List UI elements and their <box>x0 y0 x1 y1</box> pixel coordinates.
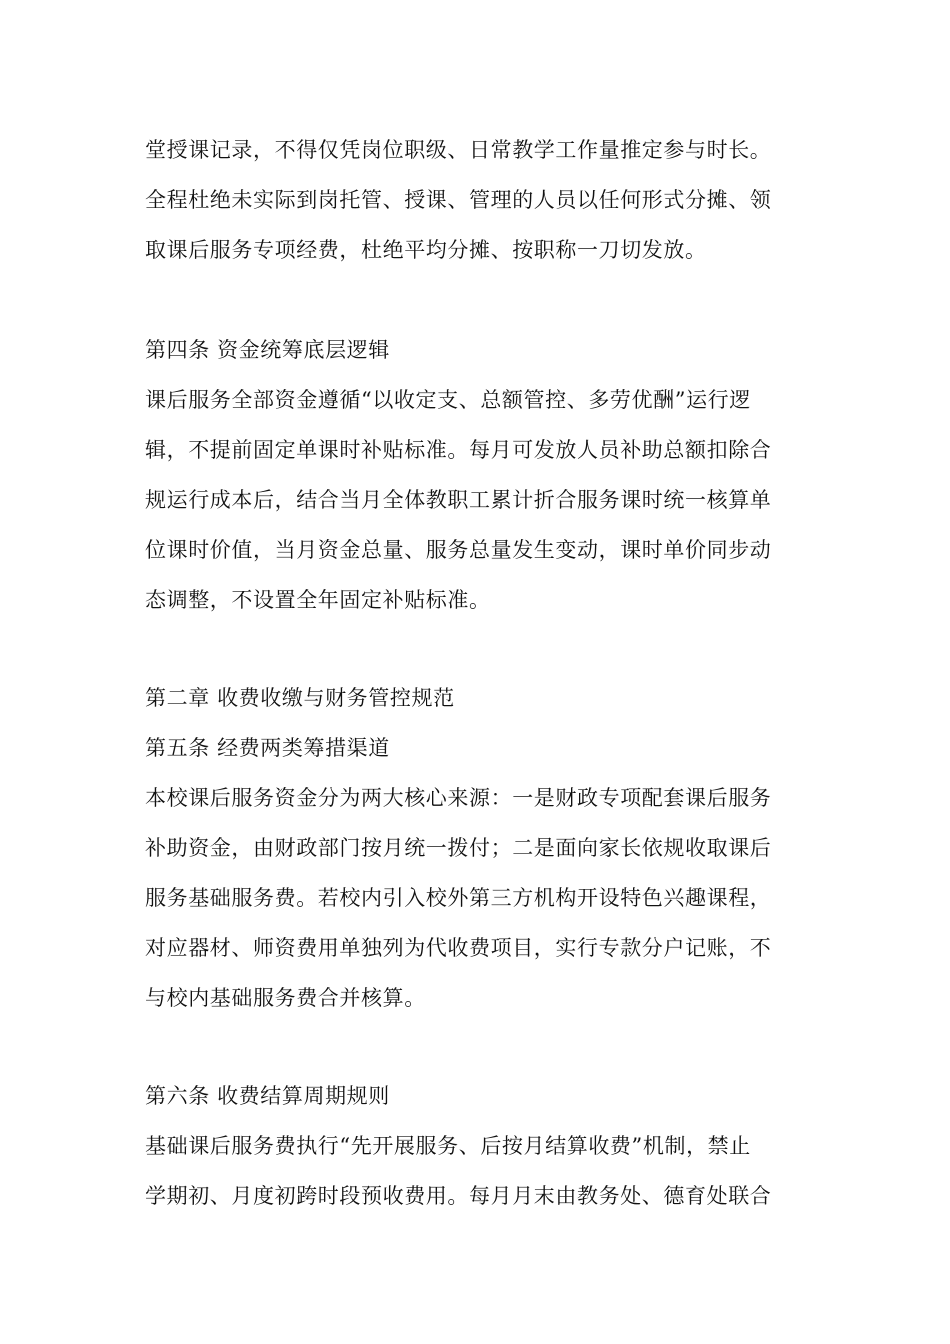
chapter-heading: 第二章 收费收缴与财务管控规范 <box>145 686 455 710</box>
paragraph-line: 课后服务全部资金遵循“以收定支、总额管控、多劳优酬”运行逻 <box>145 388 751 412</box>
paragraph-line: 学期初、月度初跨时段预收费用。每月月末由教务处、德育处联合 <box>145 1184 772 1208</box>
paragraph-line: 态调整，不设置全年固定补贴标准。 <box>145 588 491 612</box>
paragraph-line: 基础课后服务费执行“先开展服务、后按月结算收费”机制，禁止 <box>145 1134 751 1158</box>
paragraph-line: 堂授课记录，不得仅凭岗位职级、日常教学工作量推定参与时长。 <box>145 138 772 162</box>
paragraph-line: 补助资金，由财政部门按月统一拨付；二是面向家长依规收取课后 <box>145 836 772 860</box>
paragraph-line: 服务基础服务费。若校内引入校外第三方机构开设特色兴趣课程， <box>145 886 772 910</box>
paragraph-line: 取课后服务专项经费，杜绝平均分摊、按职称一刀切发放。 <box>145 238 707 262</box>
article-heading: 第五条 经费两类筹措渠道 <box>145 736 390 760</box>
article-heading: 第六条 收费结算周期规则 <box>145 1084 390 1108</box>
paragraph-line: 规运行成本后，结合当月全体教职工累计折合服务课时统一核算单 <box>145 488 772 512</box>
paragraph-line: 本校课后服务资金分为两大核心来源：一是财政专项配套课后服务 <box>145 786 772 810</box>
paragraph-line: 辑，不提前固定单课时补贴标准。每月可发放人员补助总额扣除合 <box>145 438 772 462</box>
paragraph-line: 位课时价值，当月资金总量、服务总量发生变动，课时单价同步动 <box>145 538 772 562</box>
paragraph-line: 与校内基础服务费合并核算。 <box>145 986 426 1010</box>
article-heading: 第四条 资金统筹底层逻辑 <box>145 338 390 362</box>
paragraph-line: 全程杜绝未实际到岗托管、授课、管理的人员以任何形式分摊、领 <box>145 188 772 212</box>
paragraph-line: 对应器材、师资费用单独列为代收费项目，实行专款分户记账，不 <box>145 936 772 960</box>
